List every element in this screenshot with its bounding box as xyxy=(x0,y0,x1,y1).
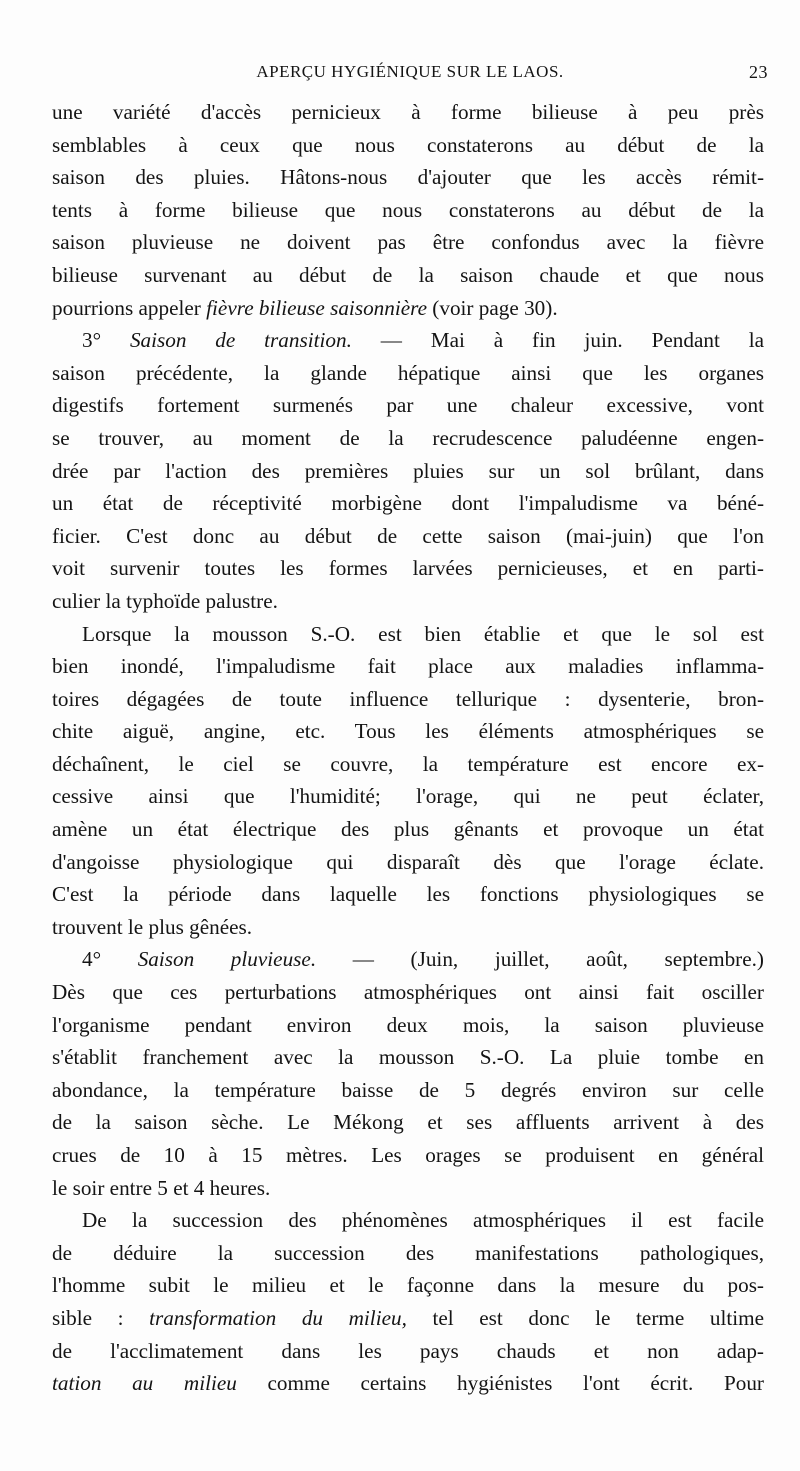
text-segment: 4° xyxy=(82,947,138,972)
italic-segment: fièvre bilieuse saisonnière xyxy=(206,295,427,320)
text-line xyxy=(52,1367,764,1400)
text-line: cessive ainsi que l'humidité; l'orage, qui ne peut éclater, xyxy=(52,784,764,809)
text-line: s'établit franchement avec la mousson S.-O. La pluie tombe en xyxy=(52,1045,764,1070)
text-line: abondance, la température baisse de 5 degrés environ sur celle xyxy=(52,1077,764,1102)
text-line: l'homme subit le milieu et le façonne dans la mesure du pos- xyxy=(52,1273,764,1298)
text-line: culier la typhoïde palustre. xyxy=(52,588,278,613)
italic-segment: transformation du milieu, xyxy=(149,1305,407,1330)
text-line: crues de 10 à 15 mètres. Les orages se produisent en général xyxy=(52,1143,764,1167)
text-line: ficier. C'est donc au début de cette saison (mai-juin) que l'on xyxy=(52,523,764,548)
text-segment: comme certains hygiénistes l'ont écrit. Pour xyxy=(236,1371,764,1396)
italic-segment: Saison de transition. xyxy=(129,328,352,353)
running-head-title: APERÇU HYGIÉNIQUE SUR LE LAOS. xyxy=(256,62,564,81)
text-line: De la succession des phénomènes atmosphériques il est facile xyxy=(82,1208,764,1233)
text-line: trouvent le plus gênées. xyxy=(52,914,253,939)
text-line xyxy=(52,943,764,976)
running-head xyxy=(52,62,768,86)
text-line: voit survenir toutes les formes larvées pernicieuses, et en parti- xyxy=(52,556,764,581)
text-segment: — (Juin, juillet, août, septembre.) xyxy=(316,947,764,972)
text-segment: tel est donc le terme ultime xyxy=(406,1305,764,1330)
text-line: Dès que ces perturbations atmosphériques ont ainsi fait osciller xyxy=(52,980,764,1005)
text-line: le soir entre 5 et 4 heures. xyxy=(52,1175,271,1200)
text-line: une variété d'accès pernicieux à forme bilieuse à peu près xyxy=(52,100,764,124)
text-line: déchaînent, le ciel se couvre, la température est encore ex- xyxy=(52,751,764,776)
text-line: amène un état électrique des plus gênants et provoque un état xyxy=(52,817,764,842)
text-line: digestifs fortement surmenés par une chaleur excessive, vont xyxy=(52,393,764,418)
text-segment: — Mai à fin juin. Pendant la xyxy=(351,328,764,353)
text-line: bien inondé, l'impaludisme fait place aux maladies inflamma- xyxy=(52,654,764,679)
text-line: l'organisme pendant environ deux mois, la saison pluvieuse xyxy=(52,1012,764,1037)
text-line: saison pluvieuse ne doivent pas être confondus avec la fièvre xyxy=(52,230,764,255)
text-line: saison des pluies. Hâtons-nous d'ajouter que les accès rémit- xyxy=(52,165,764,190)
body-text xyxy=(52,96,764,1400)
text-line: un état de réceptivité morbigène dont l'impaludisme va béné- xyxy=(52,491,764,516)
text-line: semblables à ceux que nous constaterons au début de la xyxy=(52,132,764,157)
text-line: C'est la période dans laquelle les fonctions physiologiques se xyxy=(52,882,764,907)
text-segment: 3° xyxy=(82,328,130,353)
text-segment: pourrions appeler xyxy=(52,295,207,320)
text-line: saison précédente, la glande hépatique ainsi que les organes xyxy=(52,360,764,385)
text-line: se trouver, au moment de la recrudescence paludéenne engen- xyxy=(52,425,764,450)
text-line: de l'acclimatement dans les pays chauds et non adap- xyxy=(52,1338,764,1363)
text-line: tents à forme bilieuse que nous constaterons au début de la xyxy=(52,197,764,222)
text-line: d'angoisse physiologique qui disparaît dès que l'orage éclate. xyxy=(52,849,764,874)
text-segment: sible : xyxy=(52,1305,150,1330)
text-line: de la saison sèche. Le Mékong et ses affluents arrivent à des xyxy=(52,1110,764,1135)
text-line: de déduire la succession des manifestations pathologiques, xyxy=(52,1240,764,1265)
text-line xyxy=(52,292,764,325)
text-line: toires dégagées de toute influence tellurique : dysenterie, bron- xyxy=(52,686,764,711)
text-line xyxy=(52,1302,764,1335)
italic-segment: Saison pluvieuse. xyxy=(137,947,317,972)
text-line xyxy=(52,324,764,357)
text-line: bilieuse survenant au début de la saison chaude et que nous xyxy=(52,262,764,287)
text-line: chite aiguë, angine, etc. Tous les éléments atmosphériques se xyxy=(52,719,764,744)
page-number: 23 xyxy=(749,62,768,82)
text-line: drée par l'action des premières pluies sur un sol brûlant, dans xyxy=(52,458,764,483)
text-segment: (voir page 30). xyxy=(427,295,558,320)
text-line: Lorsque la mousson S.-O. est bien établie et que le sol est xyxy=(82,621,764,646)
italic-segment: tation au milieu xyxy=(52,1371,237,1396)
